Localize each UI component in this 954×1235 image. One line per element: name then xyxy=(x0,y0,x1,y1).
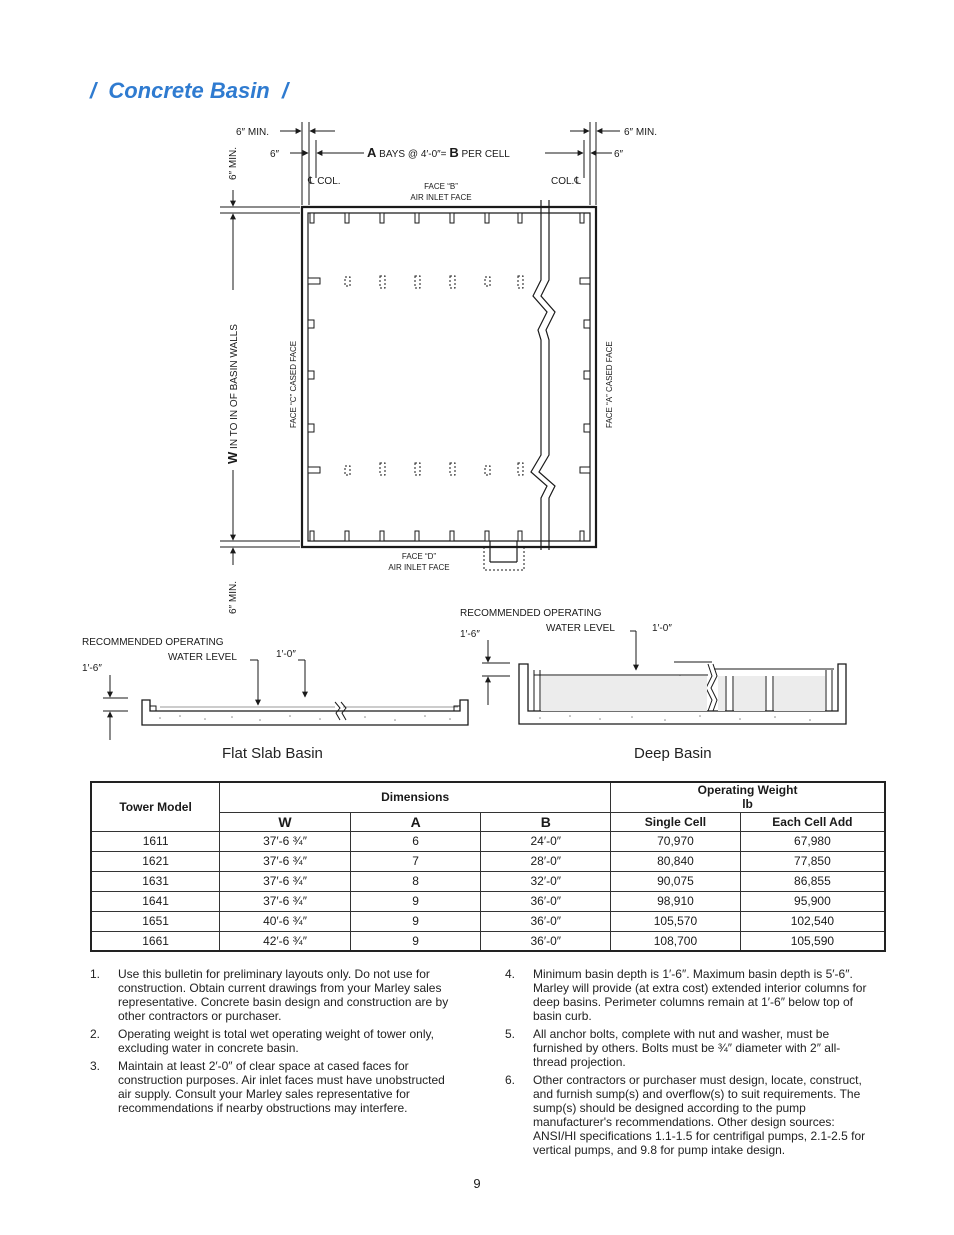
cell-single-cell: 98,910 xyxy=(611,891,741,911)
six-left: 6″ xyxy=(270,149,280,160)
dimensions-table xyxy=(90,781,886,952)
cell-b: 32′-0″ xyxy=(481,871,611,891)
header-a: A xyxy=(350,812,481,831)
cell-a: 9 xyxy=(350,931,481,951)
cell-model: 1621 xyxy=(91,851,220,871)
cell-a: 8 xyxy=(350,871,481,891)
page-number: 9 xyxy=(473,1176,481,1191)
cell-model: 1631 xyxy=(91,871,220,891)
cell-model: 1641 xyxy=(91,891,220,911)
flat-rec-line1: RECOMMENDED OPERATING xyxy=(82,637,224,648)
cell-single-cell: 108,700 xyxy=(611,931,741,951)
cell-w: 42′-6 ¾″ xyxy=(220,931,351,951)
col-left-label: ℄ COL. xyxy=(308,176,341,187)
cell-w: 40′-6 ¾″ xyxy=(220,911,351,931)
note-item xyxy=(90,1059,458,1115)
header-each-cell-add: Each Cell Add xyxy=(740,812,885,831)
cell-a: 6 xyxy=(350,831,481,851)
notes-left xyxy=(90,967,458,1119)
note-number: 6. xyxy=(505,1073,516,1087)
note-number: 5. xyxy=(505,1027,516,1041)
cell-b: 36′-0″ xyxy=(481,891,611,911)
cell-single-cell: 105,570 xyxy=(611,911,741,931)
cell-each-cell-add: 102,540 xyxy=(740,911,885,931)
table-row xyxy=(91,831,885,851)
w-dimension: W IN TO IN OF BASIN WALLS xyxy=(225,324,240,464)
notes-right xyxy=(505,967,873,1161)
cell-a: 9 xyxy=(350,891,481,911)
cell-w: 37′-6 ¾″ xyxy=(220,871,351,891)
note-text: Operating weight is total wet operating weight of tower only, excluding water in concrete basin. xyxy=(118,1027,434,1055)
cell-w: 37′-6 ¾″ xyxy=(220,891,351,911)
note-item xyxy=(505,1027,873,1069)
table-row xyxy=(91,891,885,911)
cell-single-cell: 90,075 xyxy=(611,871,741,891)
deep-dim-15: 1′-6″ xyxy=(460,629,480,640)
table-row xyxy=(91,931,885,951)
table-row xyxy=(91,851,885,871)
note-item xyxy=(90,1027,458,1055)
six-right: 6″ xyxy=(614,149,624,160)
table-row xyxy=(91,871,885,891)
cell-model: 1651 xyxy=(91,911,220,931)
note-item xyxy=(505,967,873,1023)
title-text: Concrete Basin xyxy=(108,78,270,103)
cell-b: 36′-0″ xyxy=(481,931,611,951)
cell-b: 36′-0″ xyxy=(481,911,611,931)
note-text: Other contractors or purchaser must design, locate, construct, and furnish sump(s) and overflow(s) to suit requirements. The sump(s) should be designed according to the pump manufacturer's recommendations. Other design sources: ANSI/HI specifications 1.1-1.5 for centrifigal pumps, 2.1-2.5 for vertical pumps, and 9.8 for pump intake design. xyxy=(533,1073,866,1157)
note-text: Use this bulletin for preliminary layouts only. Do not use for construction. Obtain current drawings from your Marley sales representative. Concrete basin design and construction are by other contractors or purchaser. xyxy=(118,967,449,1023)
face-d-label-1: FACE “D” xyxy=(401,552,437,561)
note-item xyxy=(90,967,458,1023)
six-min-top-left: 6″ MIN. xyxy=(236,127,269,138)
col-right-label: COL.℄ xyxy=(551,176,581,187)
cell-a: 7 xyxy=(350,851,481,871)
cell-b: 28′-0″ xyxy=(481,851,611,871)
header-tower-model: Tower Model xyxy=(91,782,220,831)
note-number: 4. xyxy=(505,967,516,981)
header-single-cell: Single Cell xyxy=(611,812,741,831)
table-row xyxy=(91,911,885,931)
cell-a: 9 xyxy=(350,911,481,931)
cell-each-cell-add: 95,900 xyxy=(740,891,885,911)
note-number: 3. xyxy=(90,1059,101,1073)
cell-w: 37′-6 ¾″ xyxy=(220,851,351,871)
basin-plan xyxy=(302,200,596,550)
deep-dim-10: 1′-0″ xyxy=(652,623,672,634)
note-number: 2. xyxy=(90,1027,101,1041)
face-b-label-2: AIR INLET FACE xyxy=(410,193,472,202)
cell-model: 1611 xyxy=(91,831,220,851)
bays-dimension: A BAYS @ 4′-0″= B PER CELL xyxy=(367,145,510,160)
note-text: Maintain at least 2′-0″ of clear space at cased faces for construction purposes. Air inlet faces must have unobstructed air supply. Consult your Marley sales representative for recommendations if nearby obstructions may interfere. xyxy=(118,1059,445,1115)
face-d-label-2: AIR INLET FACE xyxy=(388,563,450,572)
header-b: B xyxy=(481,812,611,831)
header-operating-weight: Operating Weight lb xyxy=(611,782,885,812)
deep-basin-caption: Deep Basin xyxy=(634,745,712,762)
face-a-label: FACE “A” CASED FACE xyxy=(605,341,614,428)
six-min-vert-bottom: 6″ MIN. xyxy=(228,581,239,614)
flat-dim-15: 1′-6″ xyxy=(82,663,102,674)
cell-w: 37′-6 ¾″ xyxy=(220,831,351,851)
cell-model: 1661 xyxy=(91,931,220,951)
flat-dim-10: 1′-0″ xyxy=(276,649,296,660)
note-text: All anchor bolts, complete with nut and washer, must be furnished by others. Bolts must be ¾″ diameter with 2″ all-thread projection. xyxy=(533,1027,841,1069)
six-min-vert-top: 6″ MIN. xyxy=(228,147,239,180)
cell-each-cell-add: 67,980 xyxy=(740,831,885,851)
note-number: 1. xyxy=(90,967,101,981)
cell-single-cell: 70,970 xyxy=(611,831,741,851)
header-dimensions: Dimensions xyxy=(220,782,611,812)
cell-each-cell-add: 86,855 xyxy=(740,871,885,891)
deep-rec-line2: WATER LEVEL xyxy=(546,623,615,634)
note-text: Minimum basin depth is 1′-6″. Maximum basin depth is 5′-6″. Marley will provide (at extra cost) extended interior columns for deep basins. Perimeter columns remain at 1′-6″ below top of basin curb. xyxy=(533,967,867,1023)
flat-slab-section xyxy=(103,660,468,740)
title-slash-right: / xyxy=(281,78,289,103)
face-c-label: FACE “C” CASED FACE xyxy=(289,340,298,428)
deep-rec-line1: RECOMMENDED OPERATING xyxy=(460,608,602,619)
flat-slab-caption: Flat Slab Basin xyxy=(222,745,323,762)
six-min-top-right: 6″ MIN. xyxy=(624,127,657,138)
cell-single-cell: 80,840 xyxy=(611,851,741,871)
flat-rec-line2: WATER LEVEL xyxy=(168,652,237,663)
note-item xyxy=(505,1073,873,1157)
face-b-label-1: FACE “B” xyxy=(424,182,458,191)
cell-each-cell-add: 105,590 xyxy=(740,931,885,951)
cell-each-cell-add: 77,850 xyxy=(740,851,885,871)
title-slash-left: / xyxy=(90,78,97,103)
header-w: W xyxy=(220,812,351,831)
cell-b: 24′-0″ xyxy=(481,831,611,851)
